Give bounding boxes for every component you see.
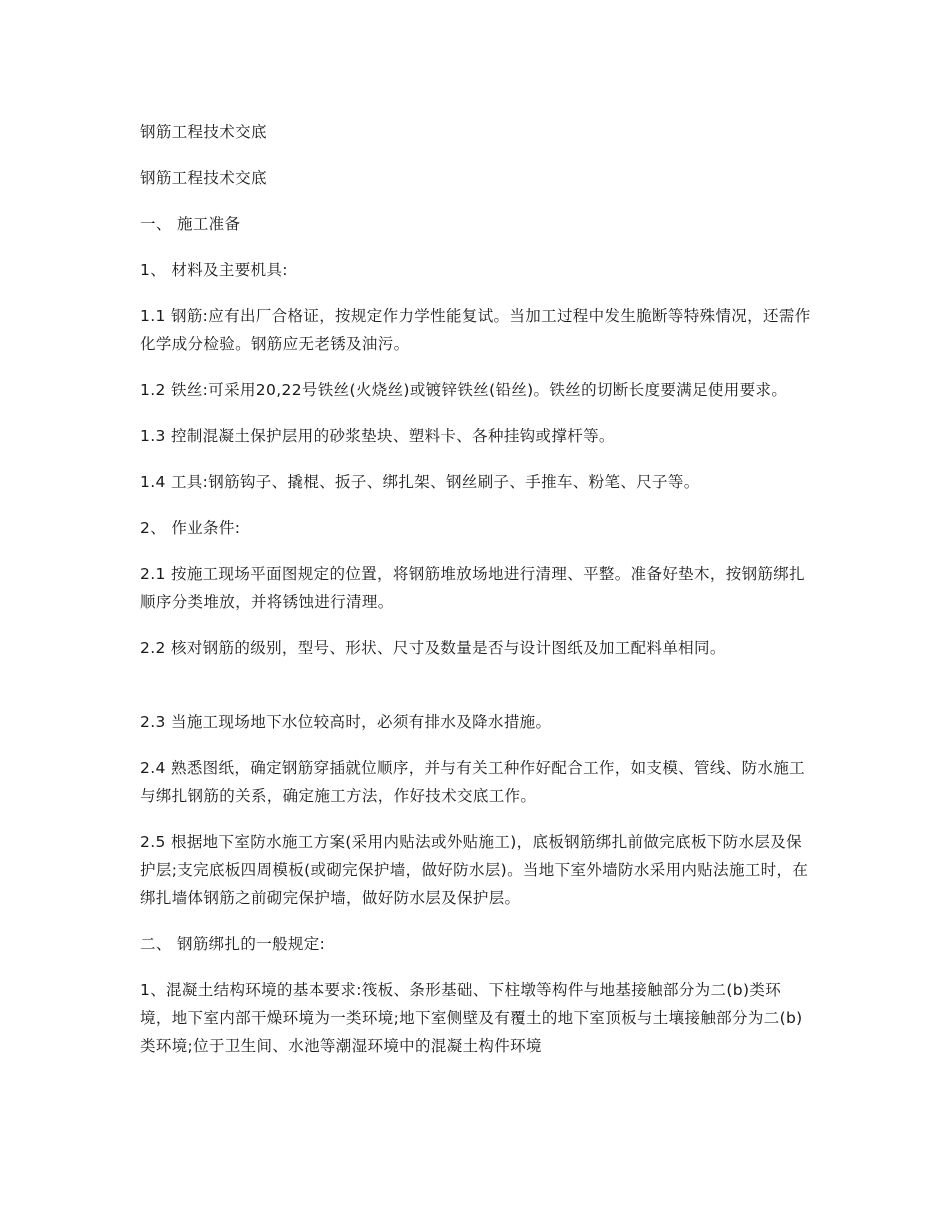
paragraph-2-5-waterproofing: 2.5 根据地下室防水施工方案(采用内贴法或外贴施工)，底板钢筋绑扎前做完底板下防水层及保护层;支完底板四周模板(或砌完保护墙，做好防水层)。当地下室外墙防水采用内贴法施工时，在绑扎墙体钢筋之前砌完保护墙，做好防水层及保护层。 bbox=[140, 833, 809, 907]
subsection-heading-materials: 1、 材料及主要机具: bbox=[140, 261, 288, 279]
paragraph-2-3-drainage: 2.3 当施工现场地下水位较高时，必须有排水及降水措施。 bbox=[140, 713, 552, 731]
section-heading-binding-rules: 二、 钢筋绑扎的一般规定: bbox=[140, 935, 326, 953]
subsection-heading-conditions: 2、 作业条件: bbox=[140, 519, 241, 537]
section-heading-preparation: 一、 施工准备 bbox=[140, 215, 241, 233]
paragraph-2-4-drawings: 2.4 熟悉图纸，确定钢筋穿插就位顺序，并与有关工种作好配合工作，如支模、管线、防水施工与绑扎钢筋的关系，确定施工方法，作好技术交底工作。 bbox=[140, 759, 805, 805]
paragraph-1-3-spacers: 1.3 控制混凝土保护层用的砂浆垫块、塑料卡、各种挂钩或撑杆等。 bbox=[140, 427, 615, 445]
paragraph-2-2-check: 2.2 核对钢筋的级别，型号、形状、尺寸及数量是否与设计图纸及加工配料单相同。 bbox=[140, 639, 726, 657]
paragraph-1-4-tools: 1.4 工具:钢筋钩子、撬棍、扳子、绑扎架、钢丝刷子、手推车、粉笔、尺子等。 bbox=[140, 473, 700, 491]
document-heading: 钢筋工程技术交底 bbox=[140, 169, 267, 187]
document-title: 钢筋工程技术交底 bbox=[140, 123, 267, 141]
paragraph-2-1-storage: 2.1 按施工现场平面图规定的位置，将钢筋堆放场地进行清理、平整。准备好垫木，按钢筋绑扎顺序分类堆放，并将锈蚀进行清理。 bbox=[140, 565, 805, 611]
paragraph-1-1-rebar: 1.1 钢筋:应有出厂合格证，按规定作力学性能复试。当加工过程中发生脆断等特殊情况，还需作化学成分检验。钢筋应无老锈及油污。 bbox=[140, 307, 811, 353]
document-body bbox=[140, 118, 812, 1060]
paragraph-environment-requirements: 1、混凝土结构环境的基本要求:筏板、条形基础、下柱墩等构件与地基接触部分为二(b)类环境，地下室内部干燥环境为一类环境;地下室侧壁及有覆土的地下室顶板与土壤接触部分为二(b)类环境;位于卫生间、水池等潮湿环境中的混凝土构件环境 bbox=[140, 981, 803, 1055]
paragraph-1-2-wire: 1.2 铁丝:可采用20,22号铁丝(火烧丝)或镀锌铁丝(铅丝)。铁丝的切断长度要满足使用要求。 bbox=[140, 381, 788, 399]
